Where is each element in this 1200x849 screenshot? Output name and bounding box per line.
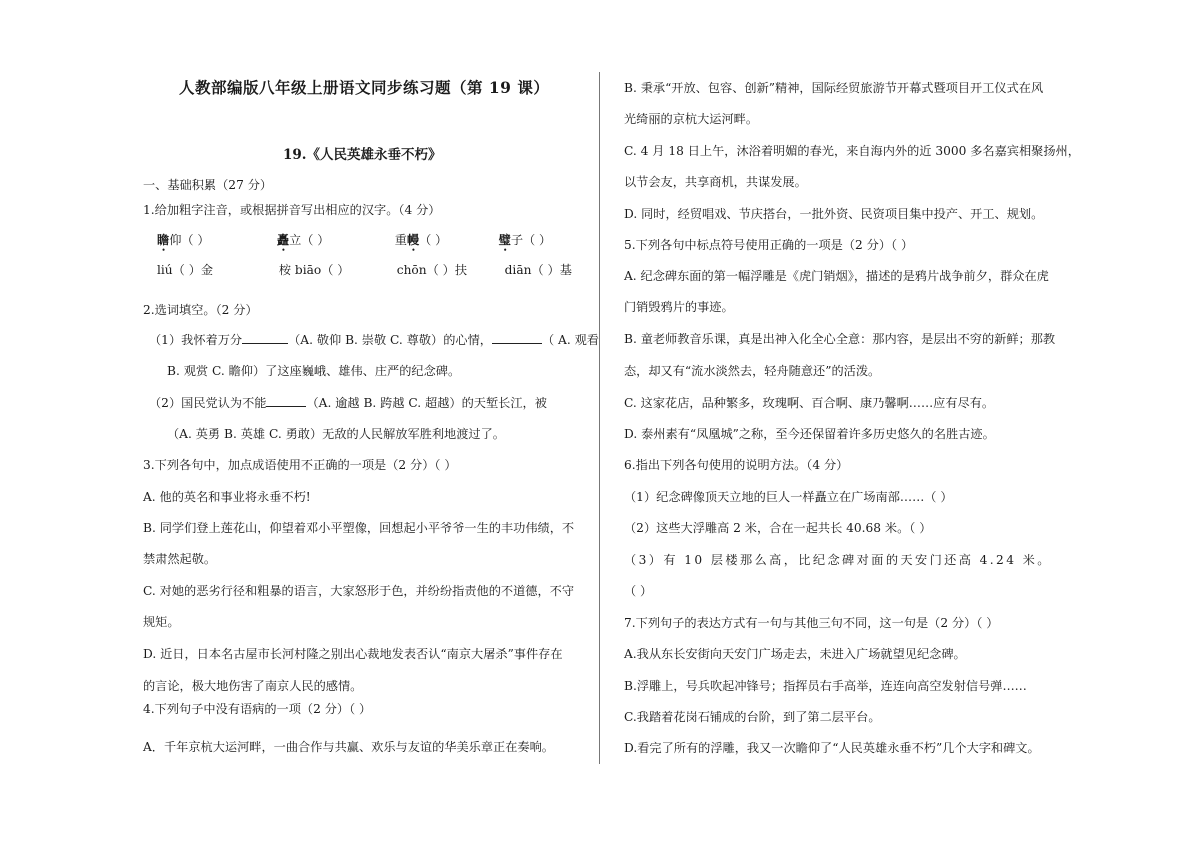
question-2-stem: 2.选词填空。（2 分）	[143, 303, 258, 317]
question-4-option-b: B. 秉承“开放、包容、创新”精神，国际经贸旅游节开幕式暨项目开工仪式在风	[624, 81, 1044, 95]
pinyin-item: liú（ ）金	[157, 263, 214, 277]
pinyin-item: chōn（ ）扶	[396, 263, 468, 277]
question-5-stem: 5.下列各句中标点符号使用正确的一项是（2 分）（ ）	[624, 238, 914, 252]
question-5-option-d: D. 泰州素有“凤凰城”之称，至今还保留着许多历史悠久的名胜古迹。	[624, 427, 995, 441]
question-2-part-1-cont: B. 观赏 C. 瞻仰）了这座巍峨、雄伟、庄严的纪念碑。	[167, 364, 461, 378]
question-5-option-c: C. 这家花店，品种繁多，玫瑰啊、百合啊、康乃馨啊……应有尽有。	[624, 396, 995, 410]
bold-char: 璧	[498, 233, 511, 247]
question-3-option-d: D. 近日，日本名古屋市长河村隆之别出心裁地发表否认“南京大屠杀”事件存在	[143, 647, 563, 661]
question-3-stem: 3.下列各句中，加点成语使用不正确的一项是（2 分）（ ）	[143, 458, 457, 472]
question-1-row-2	[157, 261, 572, 279]
text: （2）国民党认为不能	[149, 396, 267, 410]
question-1-stem: 1.给加粗字注音，或根据拼音写出相应的汉字。（4 分）	[143, 203, 441, 217]
answer-slot: 仰（ ）	[169, 233, 210, 247]
pinyin-item: 桉 biāo（ ）	[278, 263, 350, 277]
question-3-option-c: C. 对她的恶劣行径和粗暴的语言，大家怒形于色，并纷纷指责他的不道德，不守	[143, 584, 575, 598]
question-2-part-2	[149, 394, 547, 412]
text: （A. 敬仰 B. 崇敬 C. 尊敬）的心情，	[288, 333, 492, 347]
lesson-subtitle: 19.《人民英雄永垂不朽》	[283, 147, 442, 163]
question-7-option-a: A.我从东长安街向天安门广场走去，未进入广场就望见纪念碑。	[624, 647, 966, 661]
question-5-option-a-cont: 门销毁鸦片的事迹。	[624, 300, 734, 314]
question-6-item-3: （3）有 10 层楼那么高，比纪念碑对面的天安门还高 4.24 米。	[624, 553, 1052, 567]
question-1-row-1	[157, 231, 551, 254]
question-4-stem: 4.下列句子中没有语病的一项（2 分）（ ）	[143, 702, 372, 716]
pinyin-item: diān（ ）基	[504, 263, 572, 277]
answer-slot: 子（ ）	[510, 233, 552, 247]
question-2-part-1	[149, 331, 599, 349]
bold-char: 瞻	[157, 233, 170, 247]
fill-blank[interactable]	[266, 394, 306, 407]
bold-char: 幔	[406, 233, 420, 247]
question-6-item-1: （1）纪念碑像顶天立地的巨人一样矗立在广场南部……（ ）	[624, 490, 953, 504]
fill-blank[interactable]	[492, 331, 542, 344]
question-5-option-b-cont: 态，却又有“流水淡然去，轻舟随意还”的活泼。	[624, 364, 881, 378]
question-4-option-a: A．千年京杭大运河畔，一曲合作与共赢、欢乐与友谊的华美乐章正在奏响。	[143, 740, 554, 754]
question-2-part-2-cont: （A. 英勇 B. 英雄 C. 勇敢）无敌的人民解放军胜利地渡过了。	[167, 427, 505, 441]
page-title: 人教部编版八年级上册语文同步练习题（第 19 课）	[179, 78, 550, 97]
question-6-stem: 6.指出下列各句使用的说明方法。（4 分）	[624, 458, 849, 472]
question-3-option-d-cont: 的言论，极大地伤害了南京人民的感情。	[143, 679, 363, 693]
question-7-stem: 7.下列句子的表达方式有一句与其他三句不同，这一句是（2 分）（ ）	[624, 616, 999, 630]
page-column-divider	[599, 72, 600, 764]
question-3-option-b-cont: 禁肃然起敬。	[143, 552, 217, 566]
question-5-option-b: B. 童老师教音乐课，真是出神入化全心全意：那内容，是层出不穷的新鲜；那教	[624, 332, 1056, 346]
plain-char: 重	[394, 233, 407, 247]
text: （1）我怀着万分	[149, 333, 243, 347]
question-4-option-c-cont: 以节会友，共享商机，共谋发展。	[624, 175, 807, 189]
question-6-item-2: （2）这些大浮雕高 2 米，合在一起共长 40.68 米。（ ）	[624, 521, 932, 535]
fill-blank[interactable]	[242, 331, 288, 344]
question-4-option-c: C. 4 月 18 日上午，沐浴着明媚的春光，来自海内外的近 3000 多名嘉宾相聚扬州，	[624, 144, 1080, 158]
answer-slot: 立（ ）	[289, 233, 330, 247]
question-4-option-d: D. 同时，经贸唱戏、节庆搭台，一批外资、民资项目集中投产、开工、规划。	[624, 207, 1044, 221]
question-4-option-b-cont: 光绮丽的京杭大运河畔。	[624, 112, 759, 126]
question-6-item-3-answer: （ ）	[624, 584, 653, 598]
question-3-option-b: B. 同学们登上莲花山，仰望着邓小平塑像，回想起小平爷爷一生的丰功伟绩，不	[143, 521, 575, 535]
question-7-option-c: C.我踏着花岗石铺成的台阶，到了第二层平台。	[624, 710, 881, 724]
question-5-option-a: A. 纪念碑东面的第一幅浮雕是《虎门销烟》，描述的是鸦片战争前夕，群众在虎	[624, 269, 1049, 283]
text: （A. 逾越 B. 跨越 C. 超越）的天堑长江，被	[306, 396, 547, 410]
question-7-option-b: B.浮雕上，号兵吹起冲锋号；指挥员右手高举，连连向高空发射信号弹……	[624, 679, 1027, 693]
question-3-option-c-cont: 规矩。	[143, 615, 180, 629]
text: （ A. 观看	[541, 333, 599, 347]
bold-char: 矗	[276, 233, 290, 247]
question-3-option-a: A. 他的英名和事业将永垂不朽!	[143, 490, 311, 504]
question-7-option-d: D.看完了所有的浮雕，我又一次瞻仰了“人民英雄永垂不朽”几个大字和碑文。	[624, 741, 1040, 755]
answer-slot: （ ）	[419, 233, 448, 247]
section-heading: 一、基础积累（27 分）	[143, 178, 273, 192]
